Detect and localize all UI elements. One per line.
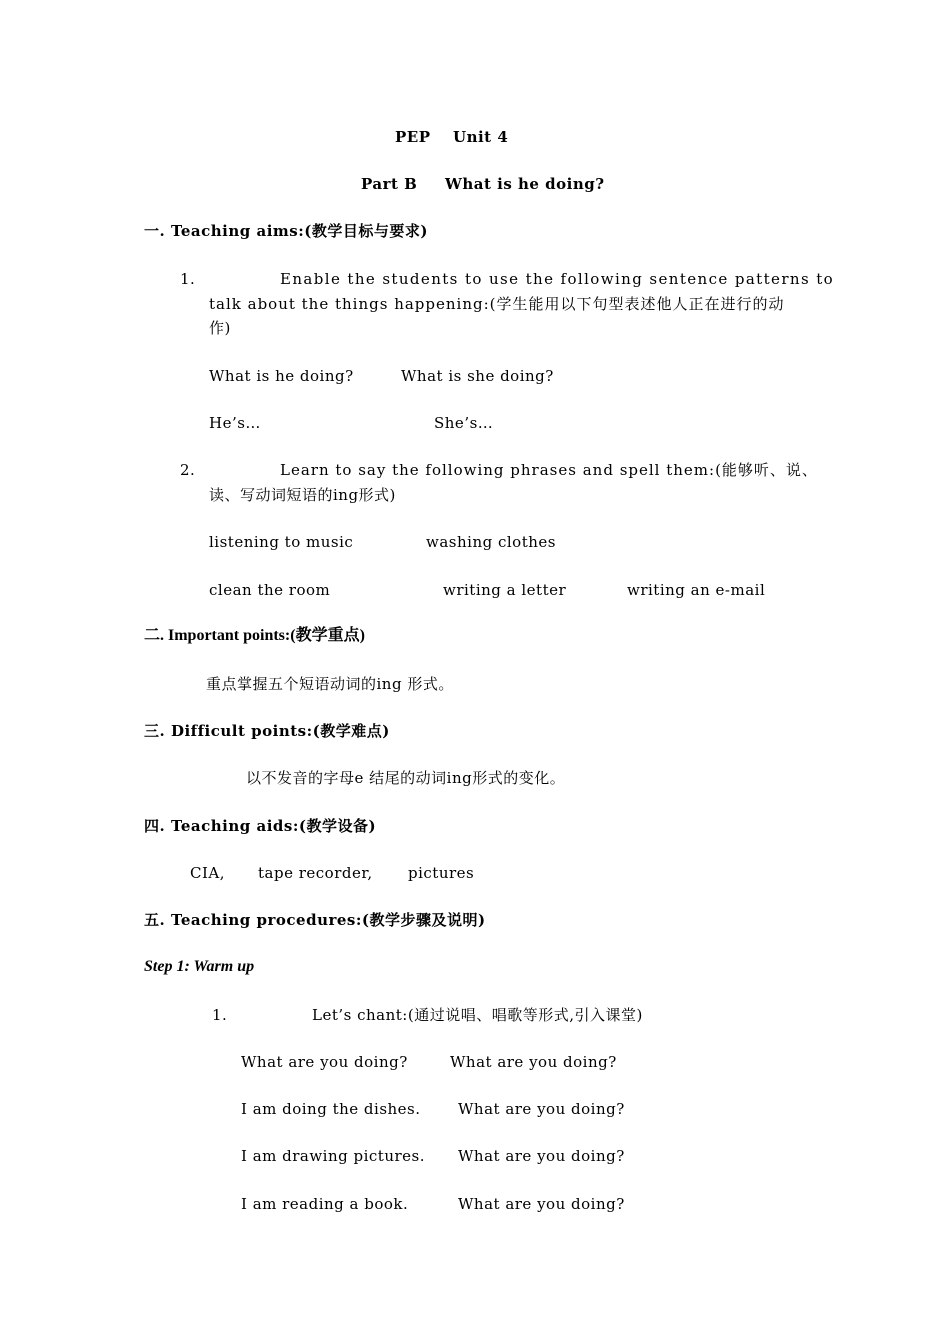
aim2-line1: Learn to say the following phrases and spell them:(能够听、说、 bbox=[280, 461, 818, 479]
title-left: PEP bbox=[395, 128, 431, 146]
chant-number: 1. bbox=[212, 1006, 228, 1024]
section-heading-procedures: 五. Teaching procedures:(教学步骤及说明) bbox=[144, 911, 486, 929]
aim1-line3: 作) bbox=[209, 319, 231, 337]
aim1-line2: talk about the things happening:(学生能用以下句型表述他人正在进行的动 bbox=[209, 295, 785, 313]
step1-heading: Step 1: Warm up bbox=[144, 958, 255, 975]
pattern-question-she: What is she doing? bbox=[401, 367, 554, 385]
aim1-number: 1. bbox=[180, 270, 196, 288]
chant-line-4-right: What are you doing? bbox=[458, 1195, 625, 1213]
phrase-listening: listening to music bbox=[209, 533, 354, 551]
phrase-writing-email: writing an e-mail bbox=[627, 581, 766, 599]
chant-line-4-left: I am reading a book. bbox=[241, 1195, 409, 1213]
phrase-writing-letter: writing a letter bbox=[443, 581, 567, 599]
difficult-body: 以不发音的字母e 结尾的动词ing形式的变化。 bbox=[246, 769, 566, 787]
aid-item-pictures: pictures bbox=[408, 864, 475, 882]
section-heading-important: 二. Important points:(教学重点) bbox=[144, 627, 365, 644]
chant-line-3-right: What are you doing? bbox=[458, 1147, 625, 1165]
aim2-line2: 读、写动词短语的ing形式) bbox=[209, 486, 396, 504]
section-heading-aids: 四. Teaching aids:(教学设备) bbox=[144, 817, 377, 835]
aim2-number: 2. bbox=[180, 461, 196, 479]
title-right: Unit 4 bbox=[453, 128, 509, 146]
important-body: 重点掌握五个短语动词的ing 形式。 bbox=[206, 675, 454, 693]
chant-line-3-left: I am drawing pictures. bbox=[241, 1147, 426, 1165]
chant-line-2-left: I am doing the dishes. bbox=[241, 1100, 421, 1118]
pattern-answer-she: She’s… bbox=[434, 414, 494, 432]
section-heading-difficult: 三. Difficult points:(教学难点) bbox=[144, 722, 390, 740]
pattern-answer-he: He’s… bbox=[209, 414, 261, 432]
phrase-clean: clean the room bbox=[209, 581, 331, 599]
subtitle-left: Part B bbox=[361, 175, 418, 193]
chant-line-1-left: What are you doing? bbox=[241, 1053, 408, 1071]
aid-item-cia: CIA, bbox=[190, 864, 226, 882]
chant-line-1-right: What are you doing? bbox=[450, 1053, 617, 1071]
pattern-question-he: What is he doing? bbox=[209, 367, 354, 385]
phrase-washing: washing clothes bbox=[426, 533, 556, 551]
aid-item-tape: tape recorder, bbox=[258, 864, 373, 882]
chant-line-2-right: What are you doing? bbox=[458, 1100, 625, 1118]
aim1-line1: Enable the students to use the following sentence patterns to bbox=[280, 270, 835, 288]
subtitle-right: What is he doing? bbox=[445, 175, 605, 193]
chant-label: Let’s chant:(通过说唱、唱歌等形式,引入课堂) bbox=[312, 1006, 643, 1024]
section-heading-aims: 一. Teaching aims:(教学目标与要求) bbox=[144, 222, 428, 240]
